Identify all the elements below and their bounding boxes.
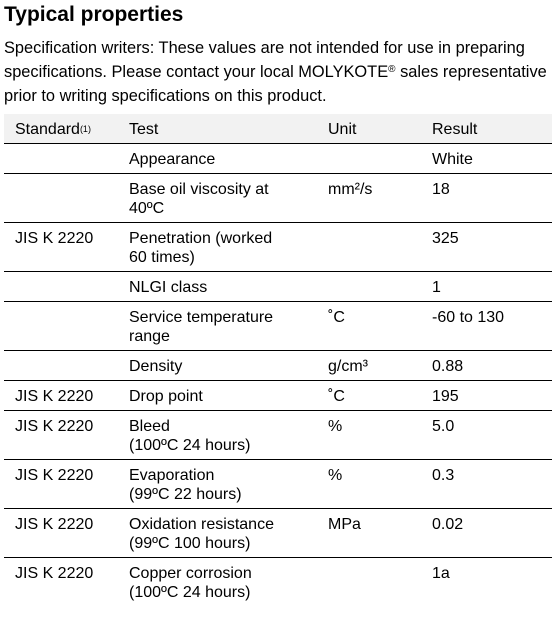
cell-test	[129, 509, 328, 558]
cell-test-text: Bleed	[129, 418, 170, 435]
table-body	[4, 144, 552, 607]
cell-unit	[328, 351, 432, 381]
table-row	[4, 558, 552, 607]
cell-test	[129, 558, 328, 607]
cell-test-text: Evaporation	[129, 467, 215, 484]
registered-mark: ®	[388, 64, 396, 75]
cell-unit	[328, 144, 432, 174]
cell-result-text: 0.02	[432, 516, 464, 533]
header-result: Result	[432, 114, 552, 144]
cell-standard-text: JIS K 2220	[15, 467, 94, 484]
cell-test	[129, 302, 328, 351]
cell-unit-text: mm²/s	[328, 181, 373, 198]
cell-unit-text: %	[328, 418, 343, 435]
cell-test-text-line2: (100ºC 24 hours)	[129, 437, 251, 454]
cell-result	[432, 144, 552, 174]
cell-result	[432, 460, 552, 509]
cell-standard	[4, 351, 129, 381]
cell-test-text: Copper corrosion	[129, 565, 252, 582]
cell-standard	[4, 509, 129, 558]
cell-test-text: NLGI class	[129, 279, 208, 296]
table-row	[4, 272, 552, 302]
table-row	[4, 381, 552, 411]
intro-text-after: sales representative prior to writing specifications on this product.	[4, 63, 547, 105]
cell-result	[432, 174, 552, 223]
cell-standard-text: JIS K 2220	[15, 516, 94, 533]
cell-test	[129, 411, 328, 460]
cell-unit-text: MPa	[328, 516, 361, 533]
cell-unit-text: %	[328, 467, 343, 484]
cell-standard-text: JIS K 2220	[15, 388, 94, 405]
intro-paragraph	[4, 36, 555, 108]
cell-result-text: 5.0	[432, 418, 455, 435]
intro-text: Specification writers: These values are not intended for use in preparing specifications. Please contact your local MOLYKOTE	[4, 39, 525, 81]
cell-test	[129, 381, 328, 411]
cell-unit-text: ˚C	[328, 309, 345, 326]
cell-standard-text: JIS K 2220	[15, 230, 94, 247]
cell-result	[432, 509, 552, 558]
header-test: Test	[129, 114, 328, 144]
cell-test-text: Base oil viscosity at	[129, 181, 269, 198]
cell-unit	[328, 302, 432, 351]
cell-test-text-line2: range	[129, 328, 170, 345]
cell-result	[432, 272, 552, 302]
table-row	[4, 144, 552, 174]
table-row	[4, 411, 552, 460]
header-standard-label: Standard	[15, 121, 80, 138]
cell-standard	[4, 174, 129, 223]
table-row	[4, 223, 552, 272]
cell-standard	[4, 411, 129, 460]
cell-result-text: 0.88	[432, 358, 464, 375]
cell-test-text: Density	[129, 358, 183, 375]
cell-standard-text: JIS K 2220	[15, 418, 94, 435]
cell-test-text-line2: (99ºC 100 hours)	[129, 535, 251, 552]
cell-result	[432, 558, 552, 607]
cell-standard	[4, 558, 129, 607]
cell-test	[129, 351, 328, 381]
cell-unit	[328, 272, 432, 302]
cell-test-text: Oxidation resistance	[129, 516, 274, 533]
cell-standard	[4, 460, 129, 509]
cell-result	[432, 302, 552, 351]
cell-result	[432, 411, 552, 460]
table-row	[4, 509, 552, 558]
cell-result-text: 0.3	[432, 467, 455, 484]
cell-test-text-line2: 60 times)	[129, 249, 195, 266]
table-row	[4, 351, 552, 381]
header-unit: Unit	[328, 114, 432, 144]
cell-result-text: 195	[432, 388, 459, 405]
cell-result-text: 1a	[432, 565, 450, 582]
cell-standard	[4, 272, 129, 302]
cell-test-text-line2: (100ºC 24 hours)	[129, 584, 251, 601]
footnote-marker: (1)	[79, 124, 91, 134]
cell-test	[129, 144, 328, 174]
header-standard	[4, 114, 129, 144]
cell-unit	[328, 460, 432, 509]
table-row	[4, 302, 552, 351]
cell-test	[129, 460, 328, 509]
cell-test-text: Appearance	[129, 151, 216, 168]
cell-standard	[4, 223, 129, 272]
cell-unit-text: ˚C	[328, 388, 345, 405]
cell-test	[129, 174, 328, 223]
cell-standard-text: JIS K 2220	[15, 565, 94, 582]
cell-unit	[328, 509, 432, 558]
cell-result	[432, 381, 552, 411]
cell-unit	[328, 381, 432, 411]
cell-result-text: 18	[432, 181, 450, 198]
cell-test-text-line2: 40ºC	[129, 200, 165, 217]
cell-test-text: Service temperature	[129, 309, 274, 326]
cell-test	[129, 272, 328, 302]
cell-test-text: Drop point	[129, 388, 203, 405]
cell-result-text: -60 to 130	[432, 309, 505, 326]
cell-unit-text: g/cm³	[328, 358, 368, 375]
cell-test-text-line2: (99ºC 22 hours)	[129, 486, 242, 503]
page-title: Typical properties	[4, 3, 184, 26]
cell-result-text: White	[432, 151, 473, 168]
cell-standard	[4, 144, 129, 174]
cell-test-text: Penetration (worked	[129, 230, 273, 247]
cell-result	[432, 223, 552, 272]
cell-unit	[328, 411, 432, 460]
table-row	[4, 174, 552, 223]
cell-result-text: 325	[432, 230, 459, 247]
cell-standard	[4, 302, 129, 351]
table-header-row	[4, 114, 552, 144]
cell-unit	[328, 558, 432, 607]
table-row	[4, 460, 552, 509]
cell-result-text: 1	[432, 279, 441, 296]
properties-table	[4, 114, 552, 606]
cell-unit	[328, 223, 432, 272]
cell-unit	[328, 174, 432, 223]
cell-standard	[4, 381, 129, 411]
cell-test	[129, 223, 328, 272]
cell-result	[432, 351, 552, 381]
